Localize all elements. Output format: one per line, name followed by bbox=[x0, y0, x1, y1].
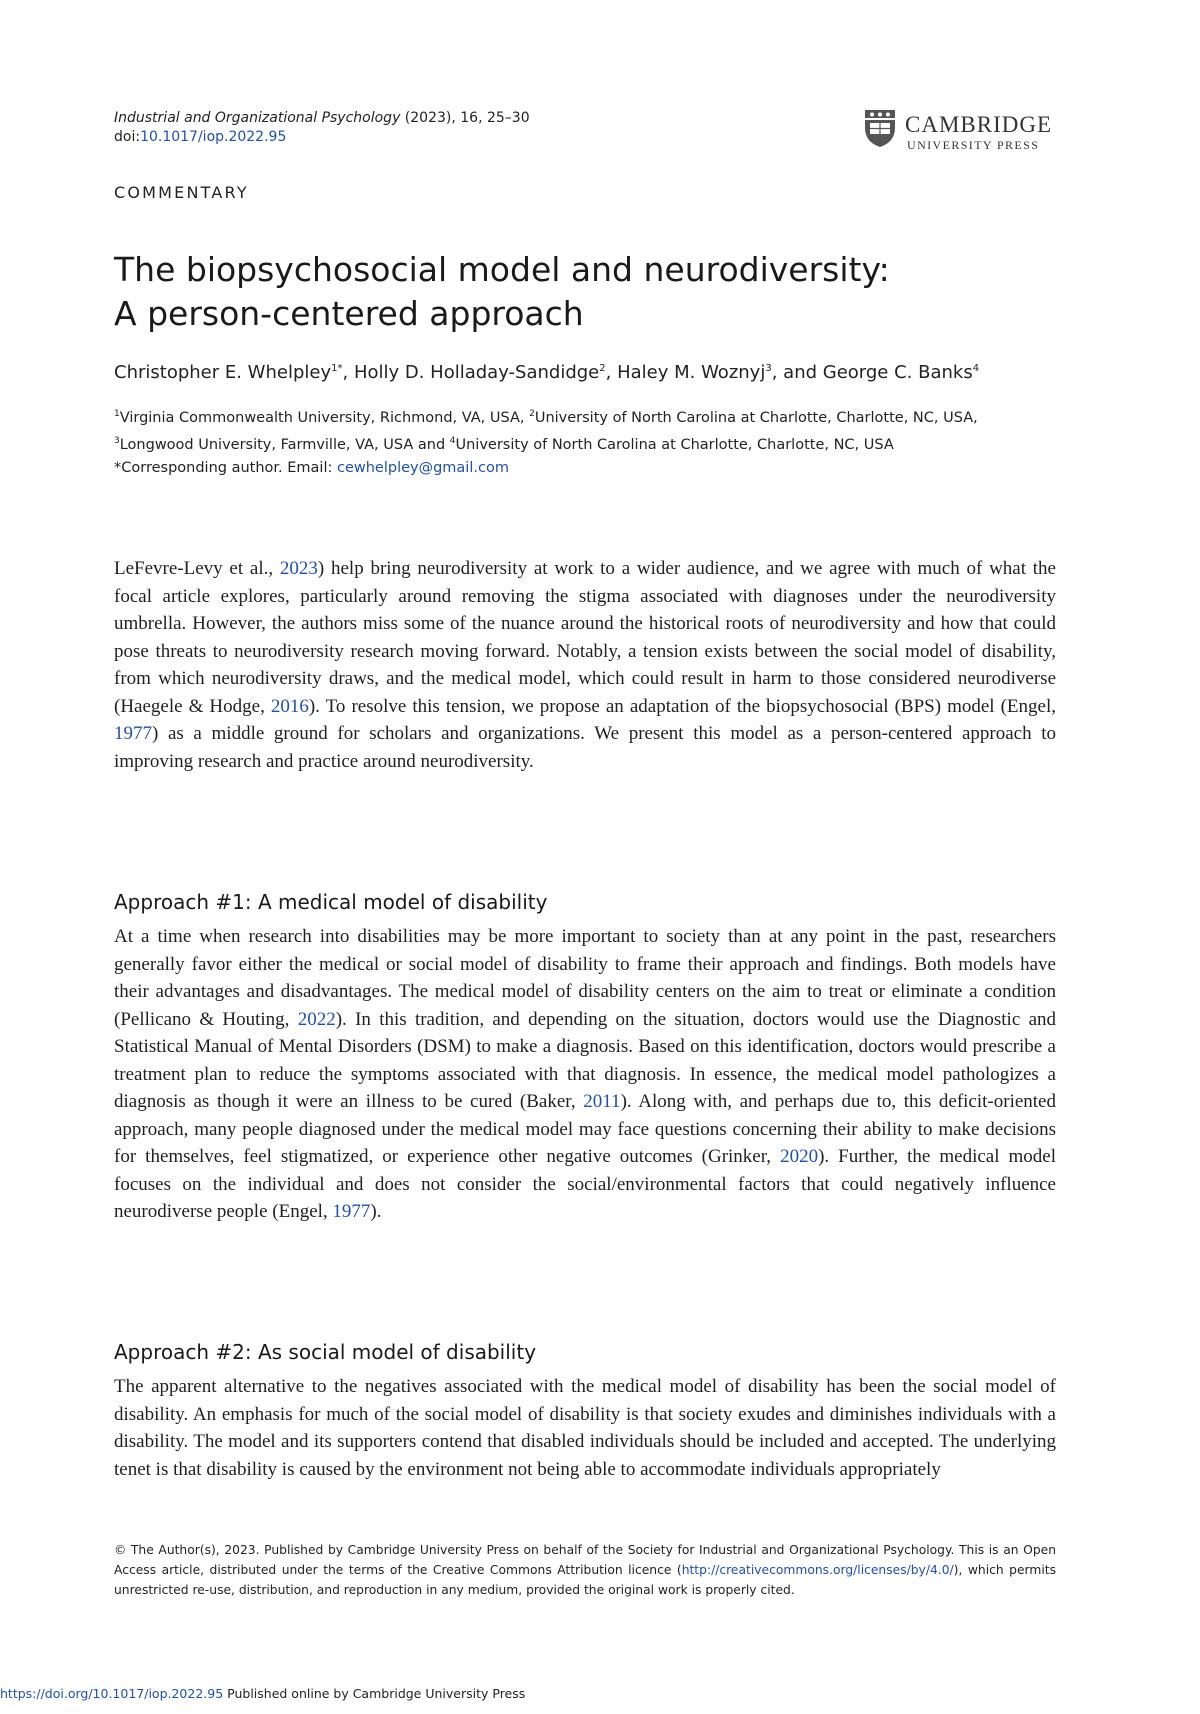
section-text: ). In this tradition, and depending on the situation, doctors would use the Diagnostic and Statistical Manual of Mental Disorders (DSM) to make a diagnosis. Based on this identification, doctors would prescribe a treatment plan to reduce the symptoms associated with that diagnosis. In essence, the medical model pathologizes a diagnosis as though it were an illness to be cured (Baker, bbox=[114, 1008, 1056, 1112]
citation-link[interactable]: 2016 bbox=[270, 695, 309, 717]
affiliation-2: University of North Carolina at Charlotte, Charlotte, NC, USA, bbox=[534, 409, 978, 426]
journal-title: Industrial and Organizational Psychology bbox=[114, 110, 401, 126]
author-name: Holly D. Holladay-Sandidge bbox=[353, 362, 600, 383]
intro-text: ) help bring neurodiversity at work to a wider audience, and we agree with much of what the focal article explores, particularly around removing the stigma associated with diagnoses under the neurodiversity umbrella. However, the authors miss some of the nuance around the historical roots of neurodiversity and how that could pose threats to neurodiversity research moving forward. Notably, a tension exists between the social model of disability, from which neurodiversity draws, and the medical model, which could result in harm to those considered neurodiverse (Haegele & Hodge, bbox=[114, 558, 1056, 717]
intro-text: ) as a middle ground for scholars and organizations. We present this model as a person-centered approach to improving research and practice around neurodiversity. bbox=[114, 723, 1056, 772]
intro-text: ). To resolve this tension, we propose an adaptation of the biopsychosocial (BPS) model (Engel, bbox=[308, 695, 1057, 717]
section-1-paragraph bbox=[114, 923, 1056, 1226]
author-sup: 1* bbox=[331, 363, 343, 374]
section-text: At a time when research into disabilities may be more important to society than at any point in the past, researchers generally favor either the medical or social model of disability to frame their approach and findings. Both models have their advantages and disadvantages. The medical model of disability centers on the aim to treat or eliminate a condition (Pellicano & Houting, bbox=[114, 926, 1056, 1030]
doi-link[interactable]: 10.1017/iop.2022.95 bbox=[140, 129, 287, 145]
citation-link[interactable]: 2022 bbox=[297, 1008, 336, 1030]
citation-link[interactable]: 1977 bbox=[332, 1201, 371, 1222]
doi-prefix: doi: bbox=[114, 129, 141, 145]
author-name: George C. Banks bbox=[822, 362, 973, 383]
citation-link[interactable]: 2020 bbox=[780, 1146, 819, 1167]
section-text: ). Further, the medical model focuses on the individual and does not consider the social/environmental factors that could negatively influence neurodiverse people (Engel, bbox=[114, 1146, 1057, 1222]
license-text: © The Author(s), 2023. Published by Cambridge University Press on behalf of the Society for Industrial and Organizational Psychology. This is an Open Access article, distributed under the terms of the Creative Commons Attribution licence ( bbox=[114, 1543, 1056, 1577]
affiliation-4: University of North Carolina at Charlotte, Charlotte, NC, USA bbox=[455, 436, 894, 453]
email-link[interactable]: cewhelpley@gmail.com bbox=[336, 459, 509, 476]
license-footnote bbox=[114, 1540, 1056, 1600]
corresponding-label: *Corresponding author. Email: bbox=[114, 459, 337, 476]
section-heading-2: Approach #2: As social model of disability bbox=[114, 1340, 537, 1364]
author-separator: , and bbox=[771, 362, 823, 383]
article-title bbox=[114, 248, 1014, 336]
section-heading-1: Approach #1: A medical model of disability bbox=[114, 890, 548, 914]
author-sup: 4 bbox=[972, 363, 980, 374]
journal-citation bbox=[114, 109, 530, 147]
intro-paragraph bbox=[114, 555, 1056, 775]
doi-url-link[interactable]: https://doi.org/10.1017/iop.2022.95 bbox=[0, 1686, 224, 1701]
affiliation-3: Longwood University, Farmville, VA, USA and bbox=[119, 436, 450, 453]
license-text: ), which permits unrestricted re-use, distribution, and reproduction in any medium, provided the original work is properly cited. bbox=[114, 1563, 1056, 1597]
journal-volume: (2023), 16, 25–30 bbox=[400, 110, 530, 126]
citation-link[interactable]: 1977 bbox=[114, 723, 152, 744]
author-separator: , bbox=[605, 362, 618, 383]
logo-main-text: CAMBRIDGE bbox=[905, 112, 1053, 137]
crest-icon bbox=[863, 108, 897, 148]
author-sup: 3 bbox=[765, 363, 772, 374]
affiliation-1: Virginia Commonwealth University, Richmond, VA, USA, bbox=[119, 409, 530, 426]
citation-link[interactable]: 2023 bbox=[279, 558, 318, 579]
author-sup: 2 bbox=[599, 363, 606, 374]
section-text: ). Along with, and perhaps due to, this deficit-oriented approach, many people diagnosed under the medical model may face questions concerning their ability to make decisions for themselves, feel stigmatized, or experience other negative outcomes (Grinker, bbox=[114, 1091, 1056, 1167]
cambridge-logo bbox=[863, 108, 1063, 153]
license-link[interactable]: http://creativecommons.org/licenses/by/4.0/ bbox=[681, 1563, 954, 1577]
citation-link[interactable]: 2011 bbox=[583, 1091, 621, 1112]
author-name: Christopher E. Whelpley bbox=[114, 362, 332, 383]
section-text: ). bbox=[370, 1201, 382, 1222]
author-name: Haley M. Woznyj bbox=[617, 362, 766, 383]
intro-text: LeFevre-Levy et al., bbox=[114, 558, 280, 579]
title-line-1: The biopsychosocial model and neurodiversity: bbox=[114, 250, 890, 289]
author-list bbox=[114, 357, 1094, 385]
affiliations: $^1$Virginia Commonwealth University, Richmond, VA, USA, $^2$University of North Carolina at Charlotte, Charlotte, NC, USA, $^3$Longwood University, Farmville, VA, USA and $^4$University of North Carolina at Charlotte, Charlotte, NC, USA *Corresponding author. Email: cewhelpley@gmail.com bbox=[114, 409, 978, 476]
article-type: COMMENTARY bbox=[114, 183, 249, 202]
author-separator: , bbox=[342, 362, 354, 383]
title-line-2: A person-centered approach bbox=[114, 294, 584, 333]
published-online-text: Published online by Cambridge University Press bbox=[223, 1686, 526, 1701]
section-2-paragraph: The apparent alternative to the negatives associated with the medical model of disability has been the social model of disability. An emphasis for much of the social model of disability is that society exudes and diminishes individuals with a disability. The model and its supporters contend that disabled individuals should be included and accepted. The underlying tenet is that disability is caused by the environment not being able to accommodate individuals appropriately bbox=[114, 1376, 1056, 1480]
logo-sub-text: UNIVERSITY PRESS bbox=[907, 138, 1040, 152]
published-online-strip bbox=[0, 1686, 525, 1701]
